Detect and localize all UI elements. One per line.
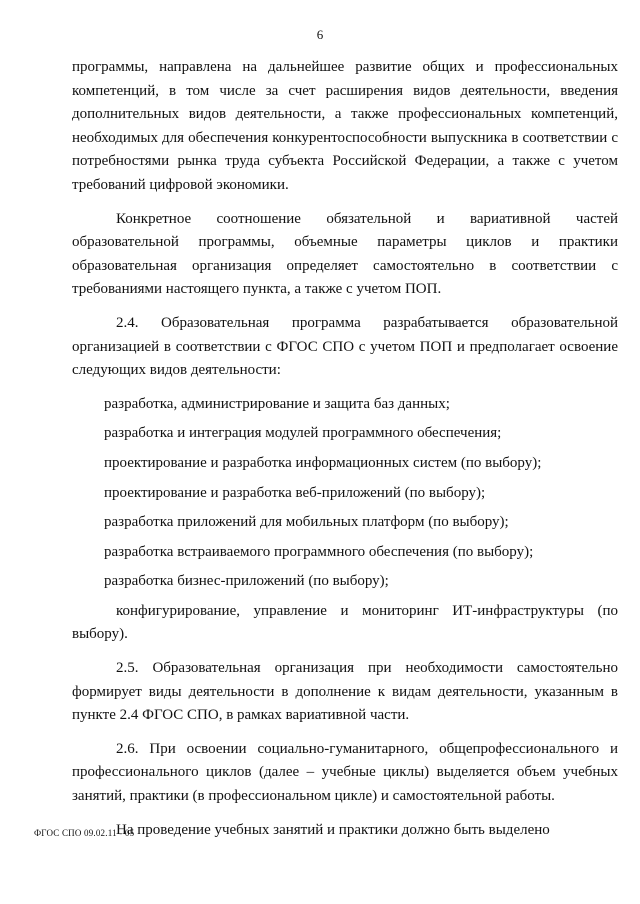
activity-list (72, 393, 618, 647)
footer-code: ФГОС СПО 09.02.11 - 05 (34, 828, 135, 838)
paragraph-2-4: 2.4. Образовательная программа разрабатывается образовательной организацией в соответствии с ФГОС СПО с учетом ПОП и предполагает освоение следующих видов деятельности: (72, 314, 618, 379)
paragraph-hours: На проведение учебных занятий и практики должно быть выделено (116, 821, 550, 838)
list-item: конфигурирование, управление и мониторинг ИТ-инфраструктуры (по выбору). (72, 602, 618, 643)
paragraph-continuation: программы, направлена на дальнейшее развитие общих и профессиональных компетенций, в том числе за счет расширения видов деятельности, введения дополнительных видов деятельности, а также профессиональных компетенций, необходимых для обеспечения конкурентоспособности выпускника в соответствии с потребностями рынка труда субъекта Российской Федерации, а также с учетом требований цифровой экономики. (72, 59, 618, 193)
document-body (72, 56, 618, 842)
paragraph-2-5: 2.5. Образовательная организация при необходимости самостоятельно формирует виды деятельности в дополнение к видам деятельности, указанным в пункте 2.4 ФГОС СПО, в рамках вариативной части. (72, 660, 618, 724)
paragraph-2-6: 2.6. При освоении социально-гуманитарного, общепрофессионального и профессионального циклов (далее – учебные циклы) выделяется объем учебных занятий, практики (в профессиональном цикле) и самостоятельной работы. (72, 740, 618, 805)
list-item: проектирование и разработка информационных систем (по выбору); (104, 454, 542, 471)
list-item: разработка, администрирование и защита баз данных; (104, 395, 450, 412)
list-item: разработка приложений для мобильных платформ (по выбору); (104, 514, 509, 531)
list-item: проектирование и разработка веб-приложений (по выбору); (104, 484, 486, 501)
list-item: разработка бизнес-приложений (по выбору); (104, 573, 389, 590)
list-item: разработка встраиваемого программного обеспечения (по выбору); (104, 543, 534, 560)
page-number: 6 (316, 27, 324, 42)
list-item: разработка и интеграция модулей программного обеспечения; (104, 425, 502, 442)
paragraph-ratio: Конкретное соотношение обязательной и вариативной частей образовательной программы, объемные параметры циклов и практики образовательная организация определяет самостоятельно в соответствии с требованиями настоящего пункта, а также с учетом ПОП. (72, 210, 618, 298)
